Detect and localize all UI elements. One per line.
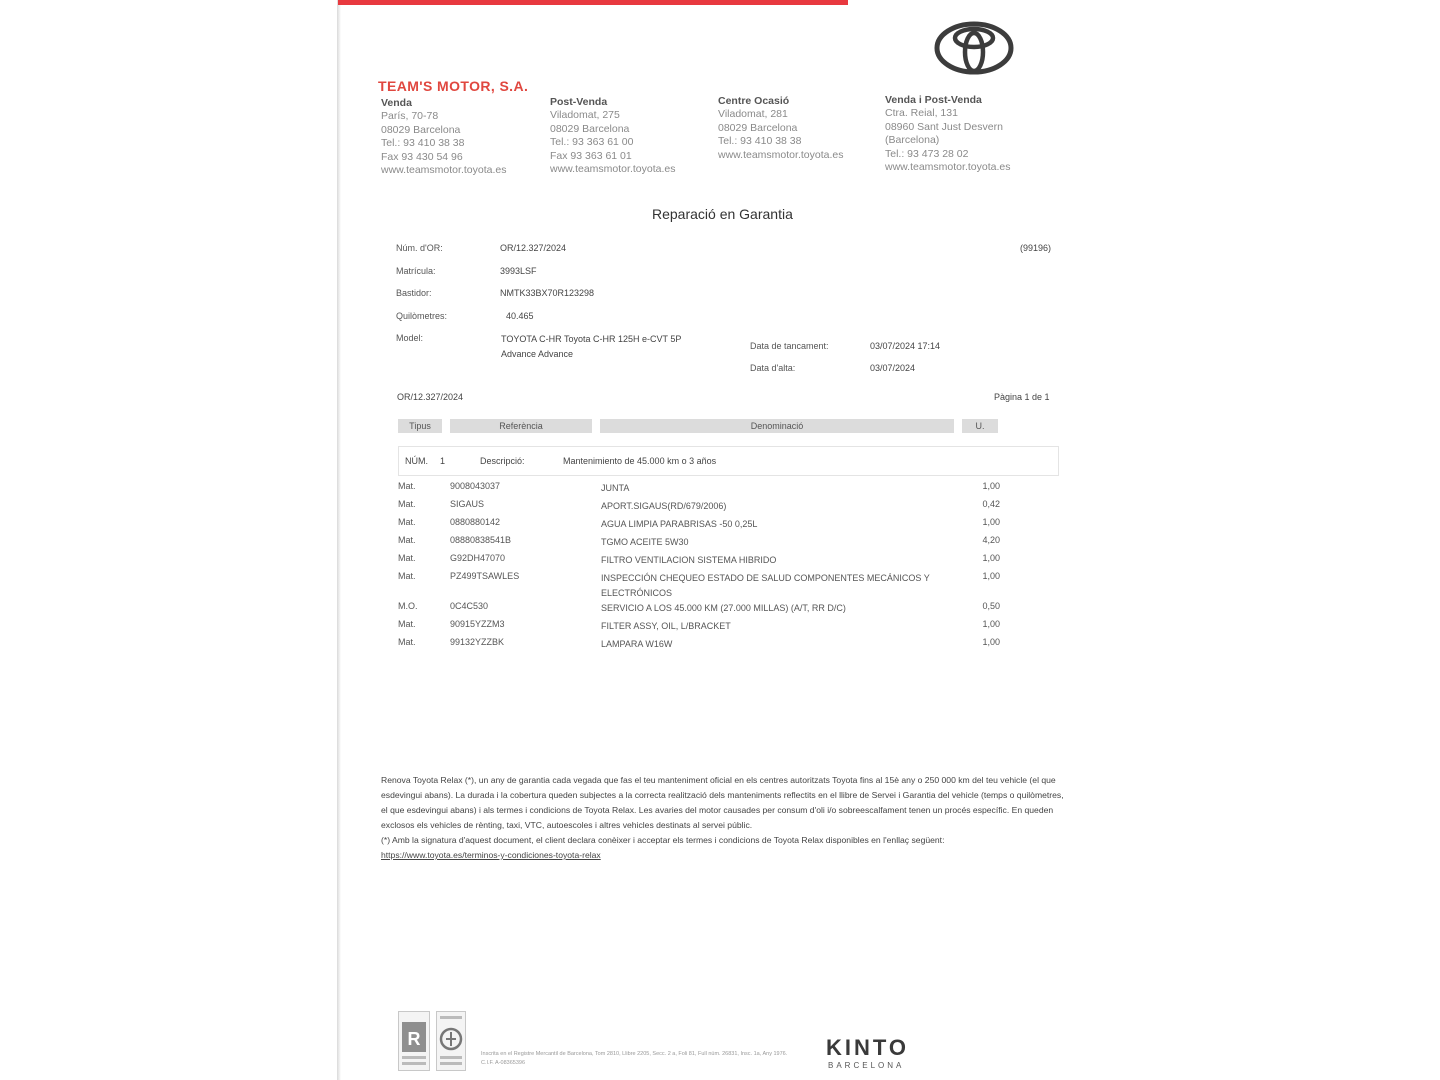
row-quantity: 4,20 (982, 535, 1000, 545)
row-quantity: 0,50 (982, 601, 1000, 611)
branch-line: Fax 93 430 54 96 (381, 150, 463, 163)
row-denomination: APORT.SIGAUS(RD/679/2006) (601, 501, 727, 511)
branch-centre-ocasio (718, 95, 843, 162)
branch-venda (381, 97, 506, 177)
branch-line: Fax 93 363 61 01 (550, 149, 632, 162)
tancament-label: Data de tancament: (750, 341, 829, 351)
row-reference: SIGAUS (450, 499, 485, 509)
num-value: 1 (440, 456, 446, 466)
matricula-label: Matrícula: (396, 266, 436, 276)
row-type: Mat. (398, 553, 416, 563)
branch-title: Centre Ocasió (718, 95, 790, 107)
registry-info: Inscrita en el Registre Mercantil de Barcelona, Tom 2810, Llibre 2205, Secc. 2 a, Foli 81, Full núm. 26831, Insc. 1a, Any 1976. C.I.F. A-08365396 (481, 1051, 788, 1066)
company-name: TEAM'S MOTOR, S.A. (378, 78, 529, 94)
branch-line: Tel.: 93 410 38 38 (381, 137, 465, 150)
branch-line: Viladomat, 275 (550, 109, 620, 122)
or-value: OR/12.327/2024 (500, 243, 567, 253)
branch-line: 08029 Barcelona (381, 123, 461, 136)
model-label: Model: (396, 333, 424, 343)
or-label: Núm. d'OR: (396, 243, 443, 253)
description-value: Mantenimiento de 45.000 km o 3 años (563, 456, 717, 466)
row-denomination: INSPECCIÓN CHEQUEO ESTADO DE SALUD COMPONENTES MECÁNICOS Y ELECTRÓNICOS (601, 573, 930, 598)
row-reference: 90915YZZM3 (450, 619, 505, 629)
branch-line: 08029 Barcelona (718, 121, 798, 134)
branch-line: 08029 Barcelona (550, 122, 630, 135)
bastidor-value: NMTK33BX70R123298 (500, 288, 595, 298)
warranty-note: (*) Amb la signatura d'aquest document, el client declara conèixer i acceptar els termes i condicions de Toyota Relax disponibles en l'enllaç següent: (381, 835, 945, 845)
km-label: Quilòmetres: (396, 311, 448, 321)
toyota-logo-icon (934, 20, 1014, 76)
branch-line: www.teamsmotor.toyota.es (885, 161, 1011, 174)
table-row (398, 619, 1004, 637)
table-row (398, 601, 1004, 619)
branch-line: www.teamsmotor.toyota.es (381, 164, 507, 177)
row-denomination: AGUA LIMPIA PARABRISAS -50 0,25L (601, 519, 758, 529)
row-type: Mat. (398, 499, 416, 509)
branch-title: Venda i Post-Venda (885, 94, 982, 106)
top-accent-bar (338, 0, 848, 5)
row-type: Mat. (398, 637, 416, 647)
table-row (398, 481, 1004, 499)
table-row (398, 517, 1004, 535)
row-type: Mat. (398, 571, 416, 581)
alta-value: 03/07/2024 (870, 363, 916, 373)
table-row (398, 637, 1004, 655)
model-value-line-2: Advance Advance (501, 349, 574, 359)
row-type: M.O. (398, 601, 418, 611)
alta-label: Data d'alta: (750, 363, 796, 373)
document-code: (99196) (1020, 243, 1052, 253)
branch-line: Tel.: 93 410 38 38 (718, 135, 802, 148)
row-reference: G92DH47070 (450, 553, 506, 563)
header-tipus: Tipus (398, 419, 442, 433)
row-quantity: 1,00 (982, 619, 1000, 629)
warranty-paragraph: Renova Toyota Relax (*), un any de garantia cada vegada que fas el teu manteniment oficial en els centres autoritzats Toyota fins al 15è any o 250 000 km del teu vehicle (el que esdevingui abans). La durada i la cobertura queden subjectes a la correcta realització dels manteniments reflectits en el llibre de Servei i Garantia del vehicle (temps o quilòmetres, el que esdevingui abans) i als termes i condicions de Toyota Relax. Les avaries del motor causades per consum d'oli i/o sobreescalfament tenen un procés específic. En queden exclosos els vehicles de rènting, taxi, VTC, autoescoles i altres vehicles destinats al servei públic. (381, 775, 1064, 830)
table-row (398, 499, 1004, 517)
row-quantity: 1,00 (982, 517, 1000, 527)
row-reference: 08880838541B (450, 535, 512, 545)
description-label: Descripció: (480, 456, 525, 466)
page-edge (337, 0, 341, 1080)
row-type: Mat. (398, 481, 416, 491)
branch-line: www.teamsmotor.toyota.es (550, 163, 676, 176)
branch-venda-post-venda (885, 94, 1010, 174)
branch-line: www.teamsmotor.toyota.es (718, 148, 844, 161)
num-label: NÚM. (405, 456, 428, 466)
row-denomination: SERVICIO A LOS 45.000 KM (27.000 MILLAS) (A/T, RR D/C) (601, 603, 846, 613)
environment-seal-icon (436, 1011, 466, 1071)
svg-text:R: R (407, 1029, 421, 1049)
or-reference: OR/12.327/2024 (397, 392, 464, 402)
row-quantity: 1,00 (982, 637, 1000, 647)
bastidor-label: Bastidor: (396, 288, 432, 298)
row-reference: 0880880142 (450, 517, 501, 527)
kinto-logo: KINTO (826, 1035, 910, 1060)
quality-seal-icon (398, 1011, 430, 1071)
model-value-line-1: TOYOTA C-HR Toyota C-HR 125H e-CVT 5P (501, 334, 682, 344)
warranty-terms (381, 773, 1071, 863)
branch-line: (Barcelona) (885, 134, 940, 147)
matricula-value: 3993LSF (500, 266, 537, 276)
branch-line: Tel.: 93 363 61 00 (550, 136, 634, 149)
branch-line: París, 70-78 (381, 110, 439, 123)
row-denomination: JUNTA (601, 483, 630, 493)
row-reference: 0C4C530 (450, 601, 489, 611)
document-title: Reparació en Garantia (652, 206, 793, 222)
row-quantity: 1,00 (982, 553, 1000, 563)
branch-title: Post-Venda (550, 96, 608, 108)
branch-title: Venda (381, 97, 412, 109)
row-type: Mat. (398, 517, 416, 527)
branch-line: 08960 Sant Just Desvern (885, 120, 1003, 133)
table-row (398, 535, 1004, 553)
description-row (398, 446, 1059, 476)
row-denomination: FILTER ASSY, OIL, L/BRACKET (601, 621, 731, 631)
branch-line: Tel.: 93 473 28 02 (885, 147, 969, 160)
header-referencia: Referència (450, 419, 592, 433)
table-row (398, 553, 1004, 571)
kinto-subtitle: BARCELONA (828, 1061, 905, 1070)
page-number: Pàgina 1 de 1 (994, 392, 1050, 402)
row-type: Mat. (398, 619, 416, 629)
row-denomination: LAMPARA W16W (601, 639, 673, 649)
row-denomination: FILTRO VENTILACION SISTEMA HIBRIDO (601, 555, 777, 565)
row-denomination: TGMO ACEITE 5W30 (601, 537, 689, 547)
row-quantity: 1,00 (982, 481, 1000, 491)
terms-link[interactable]: https://www.toyota.es/terminos-y-condiciones-toyota-relax (381, 850, 601, 860)
row-type: Mat. (398, 535, 416, 545)
row-reference: PZ499TSAWLES (450, 571, 520, 581)
header-denominacio: Denominació (600, 419, 954, 433)
branch-post-venda (550, 96, 675, 176)
row-reference: 9008043037 (450, 481, 501, 491)
row-quantity: 0,42 (982, 499, 1000, 509)
row-quantity: 1,00 (982, 571, 1000, 581)
row-reference: 99132YZZBK (450, 637, 505, 647)
branch-line: Viladomat, 281 (718, 108, 788, 121)
table-row (398, 571, 1004, 601)
header-unitats: U. (962, 419, 998, 433)
km-value: 40.465 (506, 311, 534, 321)
branch-line: Ctra. Reial, 131 (885, 107, 958, 120)
tancament-value: 03/07/2024 17:14 (870, 341, 941, 351)
